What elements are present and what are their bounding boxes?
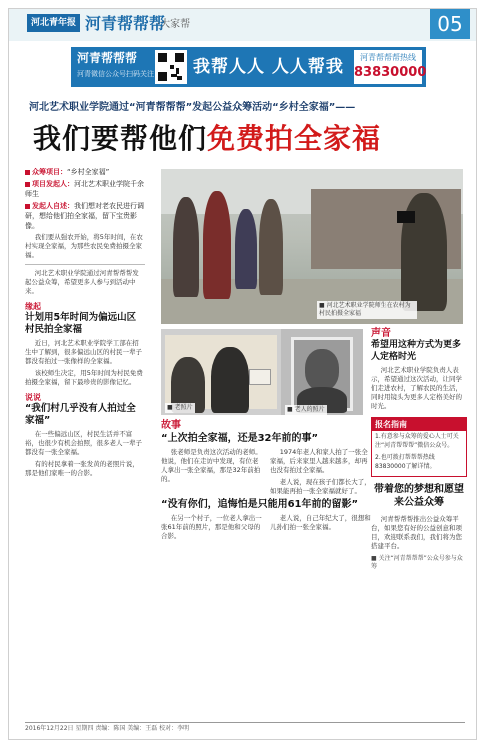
wish-heading: 说说 “我们村几乎没有人拍过全家福”	[25, 393, 145, 427]
hotline-box	[354, 50, 427, 84]
section-subtitle: ·大家帮	[157, 19, 191, 30]
paper-logo: 河北青年报	[27, 14, 80, 32]
crowdfunding-promo-text: 河青帮帮帮推出公益众筹平台，如果您有好的公益创意和项目，欢迎联系我们，我们将为您搭建平台。	[371, 515, 462, 550]
plan-heading: 缘起 计划用5年时间为偏远山区村民拍全家福	[25, 302, 145, 336]
signup-guide	[371, 417, 467, 477]
plan-label: 缘起	[25, 302, 41, 311]
signup-guide-title: 报名指南	[372, 418, 466, 431]
right-column	[371, 329, 467, 571]
plan-paragraph: 近日，河北艺术职业学院学工部在招生中了解到，很多偏远山区的村民一辈子都没有拍过一张像样的全家福。	[25, 339, 142, 365]
signup-guide-item: 2.也可拨打帮帮帮热线83830000了解详情。	[375, 454, 436, 470]
story-paragraph: 老人说，现在孩子们都长大了，如果能再拍一张全家福就好了。	[270, 478, 371, 495]
wish-label: 说说	[25, 393, 41, 402]
banner-brand: 河青帮帮帮	[77, 51, 138, 65]
story-paragraph: 1974年老人和家人拍了一张全家福，后来家里人越来越多，却再也没有拍过全家福。	[270, 448, 368, 474]
wish-paragraph: 在一些偏远山区，村民生活并不富裕，也很少有机会拍照，很多老人一辈子都没有一张全家福。	[25, 430, 142, 456]
fact-statement: 发起人自述：我们想对老农民进行调研，想给他们拍全家福，留下宝贵影像。	[25, 202, 144, 230]
story-body-2	[161, 514, 371, 541]
fact-initiator: 项目发起人：河北艺术职业学院千余师生	[25, 180, 144, 198]
portrait-caption: ■ 老人的照片	[287, 406, 325, 413]
portrait-photo	[281, 329, 363, 415]
page-number: 05	[430, 9, 470, 39]
article-kicker: 河北艺术职业学院通过“河青帮帮帮”发起公益众筹活动“乡村全家福”——	[29, 102, 356, 113]
story-body-1	[161, 448, 371, 496]
intro-paragraph: 河北艺术职业学院通过河青帮帮帮发起公益众筹，希望更多人参与到活动中来。	[25, 269, 139, 295]
story-quote-2: “没有你们，追悔怕是只能用61年前的留影”	[161, 499, 359, 510]
hotline-banner	[71, 47, 426, 87]
banner-description: 河青微信公众号扫码关注	[77, 70, 154, 78]
story-paragraph: 张老师是负责这次活动的老师。他说，他们在走访中发现，有位老人拿出一张全家福，那是32年前拍的。	[161, 448, 262, 483]
headline-red: 免费拍全家福	[207, 122, 382, 155]
voice-paragraph: 河北艺术职业学院负责人表示，希望通过这次活动，让同学们走进农村，了解农民的生活，同时用镜头为更多人定格美好的时光。	[371, 366, 462, 410]
story-paragraph: 老人说，自己年纪大了，很想和儿孙们拍一张全家福。	[270, 514, 371, 531]
main-photo	[161, 169, 463, 324]
old-photo-caption: ■ 老照片	[167, 404, 193, 411]
main-photo-caption: ■ 河北艺术职业学院师生在农村为村民拍摄全家福	[317, 301, 417, 319]
section-title: 河青帮帮帮	[85, 14, 166, 33]
headline-black: 我们要帮他们	[33, 122, 208, 155]
story-tag: 故事	[161, 420, 181, 431]
hotline-label: 河青帮帮帮热线	[360, 53, 416, 62]
article-headline	[33, 121, 381, 157]
voice-tag: 声音	[371, 328, 391, 339]
story-paragraph: 在另一个村子，一位老人拿出一张61年前的照片，那是他和父母的合影。	[161, 514, 262, 540]
crowdfunding-promo-title: 带着您的梦想和愿望来公益众筹	[374, 484, 464, 508]
voice-heading: 希望用这种方式为更多人定格时光	[371, 340, 462, 362]
left-column	[25, 167, 145, 481]
qr-code-icon	[155, 50, 187, 84]
page-header	[9, 9, 476, 41]
page-footer: 2016年12月22日 星期四 责编：陈国 美编：王磊 校对：李明	[25, 722, 465, 733]
crowdfunding-promo-note: ■ 关注“河青帮帮帮”公众号参与众筹	[371, 555, 463, 570]
banner-slogan: 我帮人人 人人帮我	[193, 57, 344, 77]
old-photo	[161, 329, 281, 415]
signup-guide-item: 1.有意参与众筹的爱心人士可关注“河青帮帮帮”微信公众号。	[375, 433, 459, 449]
newspaper-page	[8, 8, 477, 740]
plan-paragraph: 该校师生决定，用5年时间为村民免费拍摄全家福，留下最珍贵的影像记忆。	[25, 369, 143, 386]
story-column	[161, 421, 371, 541]
wish-paragraph: 有的村民拿着一张发黄的老照片说，那是他们家唯一的合影。	[25, 460, 139, 477]
fact-project: 众筹项目：“乡村全家福”	[25, 167, 145, 177]
intro-paragraph: 我们要从强农开始，将5年时间，在农村实现全家福，为那些农民免费拍摄全家福。	[25, 233, 143, 259]
divider	[25, 264, 145, 265]
story-quote-1: “上次拍全家福，还是32年前的事”	[161, 433, 319, 444]
hotline-number: 83830000	[354, 65, 427, 80]
